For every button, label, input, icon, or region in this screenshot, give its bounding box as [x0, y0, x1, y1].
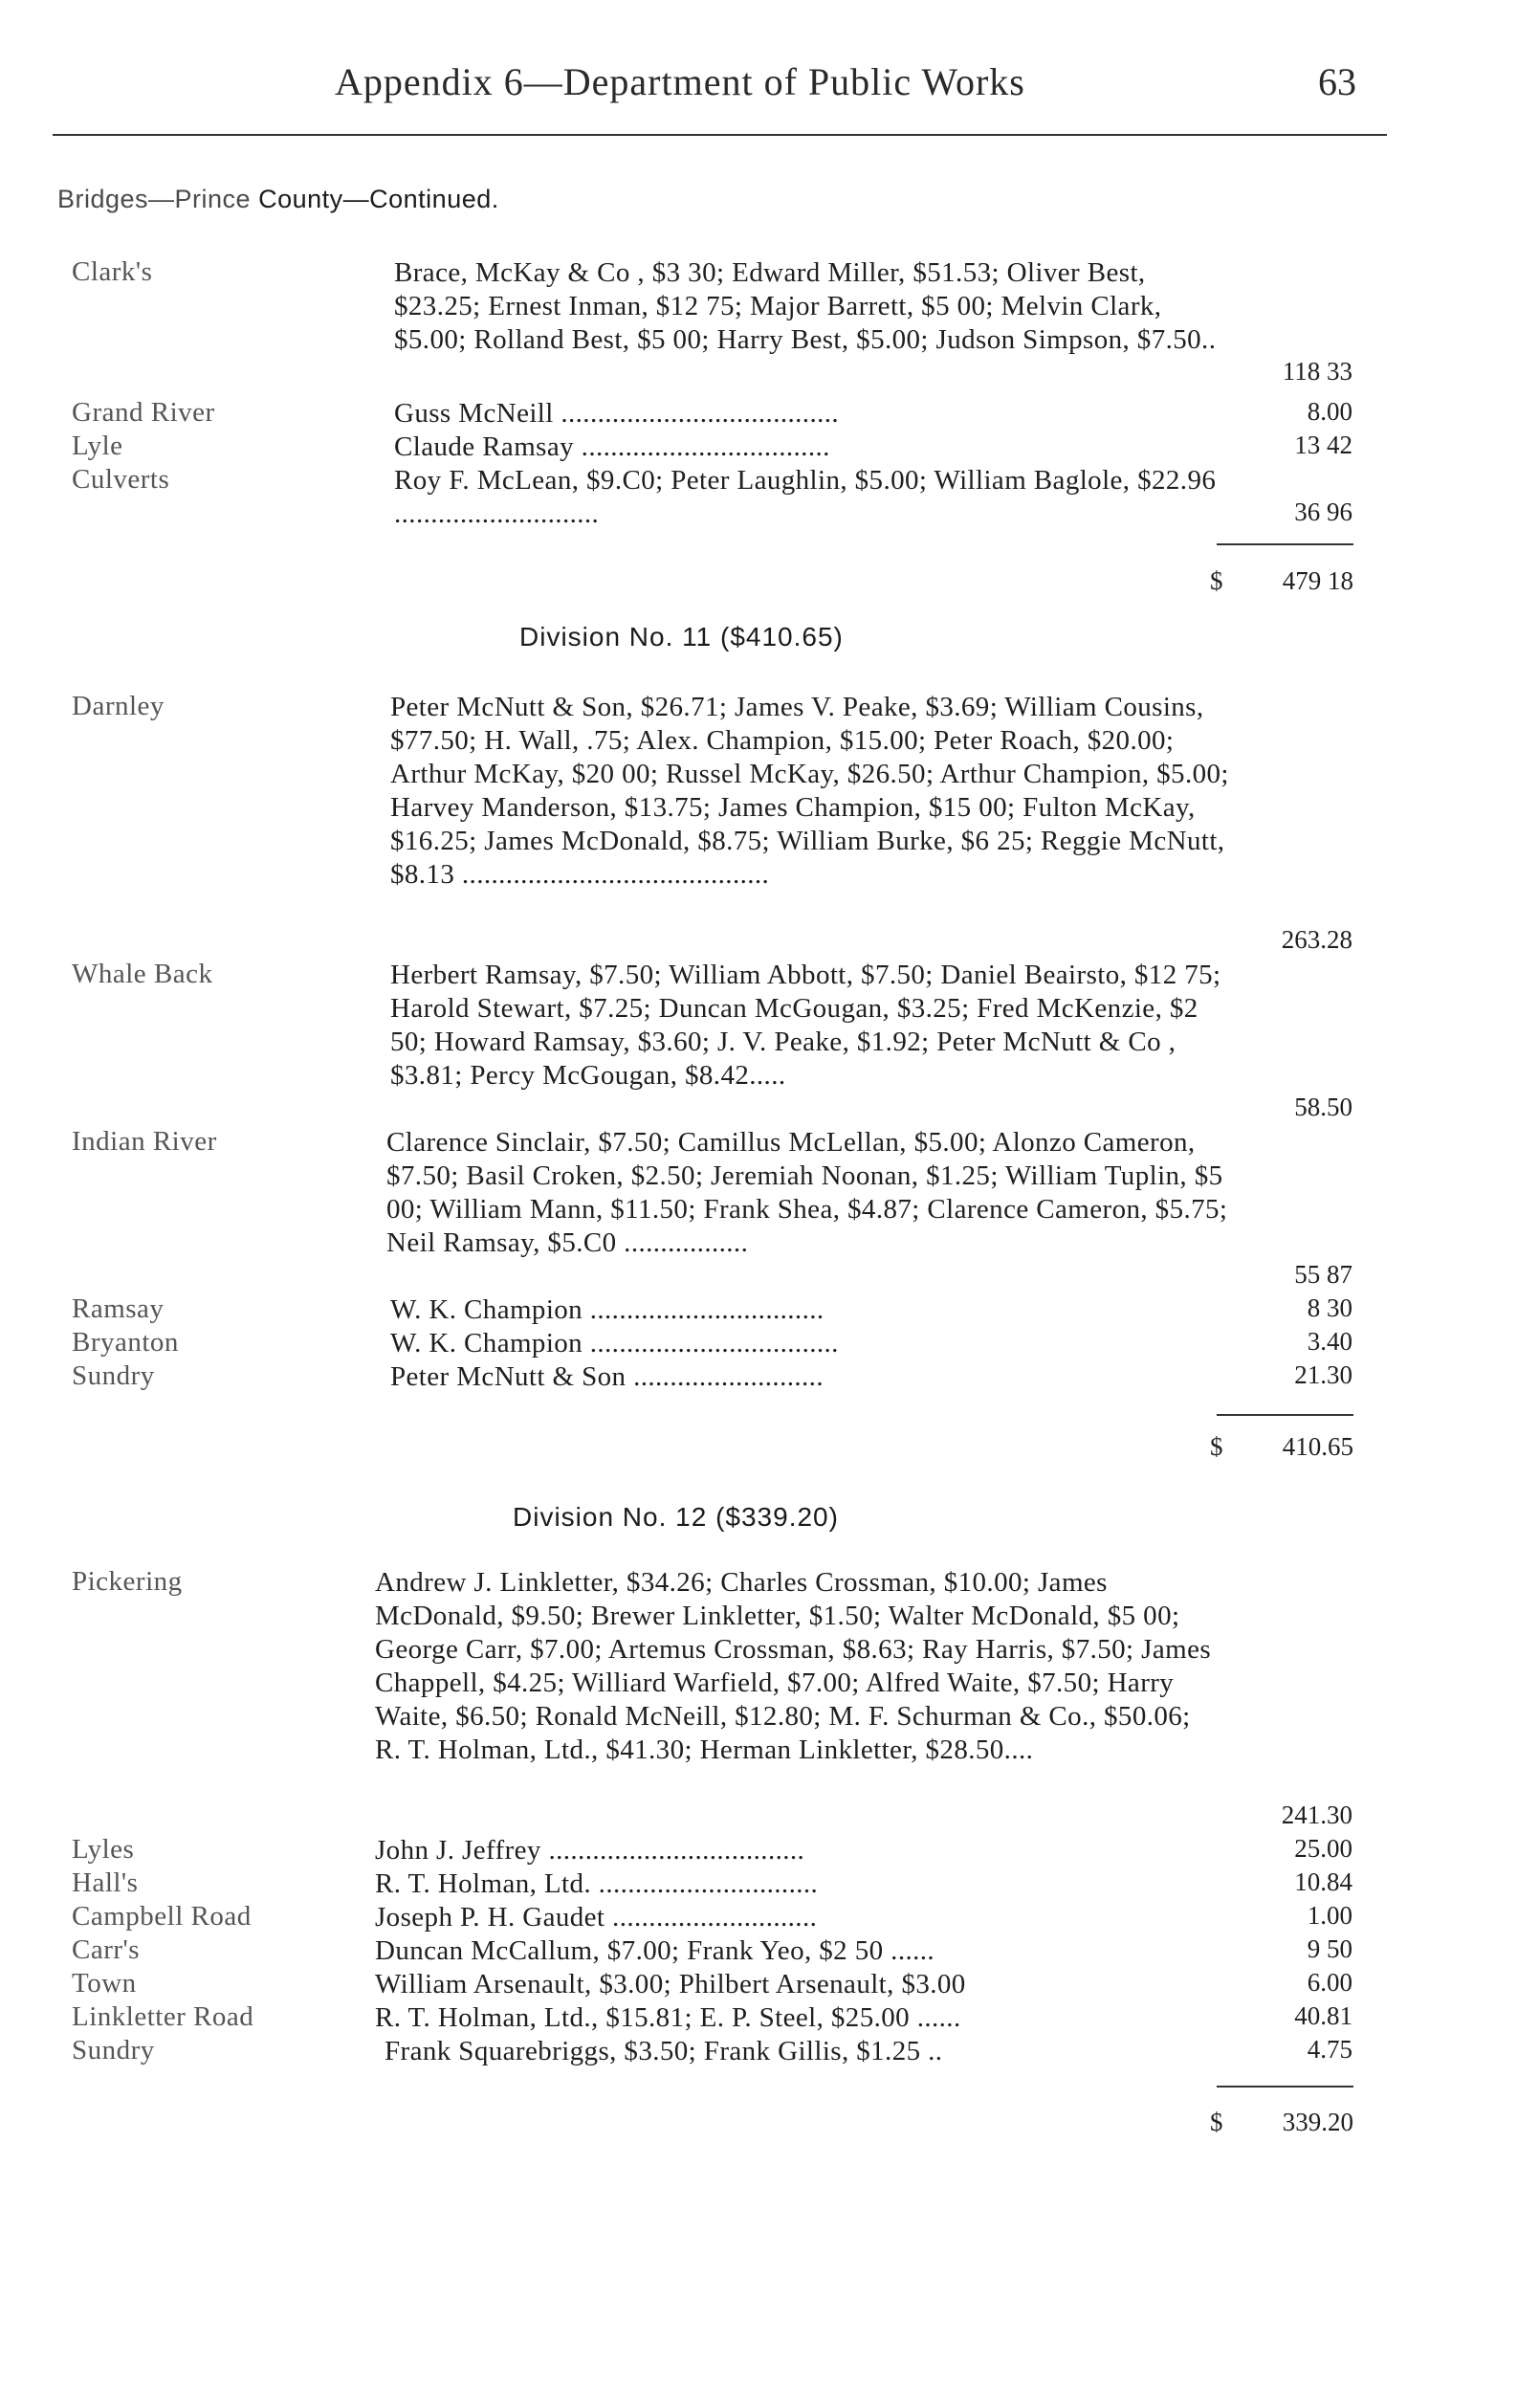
entry-text: William Arsenault, $3.00; Philbert Arsenault, $3.00: [375, 1969, 966, 1999]
entry-amount: 58.50: [1294, 1093, 1352, 1121]
entry-place: Carr's: [72, 1934, 141, 1965]
entry-place: Whale Back: [72, 959, 213, 989]
entry-amount: 13 42: [1294, 431, 1352, 459]
entry-place: Bryanton: [72, 1327, 179, 1358]
running-head: [0, 59, 1517, 117]
entry-amount: 118 33: [1282, 357, 1352, 386]
entry-place: Grand River: [72, 397, 215, 428]
entry-text: Claude Ramsay ..................................: [394, 431, 830, 462]
page-number: 63: [1318, 60, 1356, 103]
entry-text: W. K. Champion ................................: [390, 1294, 824, 1325]
entry-text: Duncan McCallum, $7.00; Frank Yeo, $2 50 ......: [375, 1935, 935, 1966]
entry-place: Indian River: [72, 1126, 217, 1157]
entry-text: Guss McNeill ......................................: [394, 398, 840, 429]
entry-amount: 25.00: [1294, 1834, 1352, 1863]
entry-amount: 6.00: [1307, 1968, 1352, 1997]
entry-amount: 4.75: [1307, 2035, 1352, 2064]
entry-amount: 10.84: [1294, 1867, 1352, 1896]
total-amount: 479 18: [1282, 566, 1353, 595]
entry-place: Pickering: [72, 1566, 183, 1597]
subtotal-rule: [1217, 543, 1353, 545]
entry-text: Roy F. McLean, $9.C0; Peter Laughlin, $5.00; William Baglole, $22.96 ............................: [394, 465, 1217, 529]
entry-amount: 8 30: [1307, 1293, 1352, 1322]
entry-text: Peter McNutt & Son ..........................: [390, 1361, 824, 1392]
entry-text: Clarence Sinclair, $7.50; Camillus McLellan, $5.00; Alonzo Cameron, $7.50; Basil Croken, $2.50; Jeremiah Noonan, $1.25; William Tuplin, $5 00; William Mann, $11.50; Frank Shea, $4.87; Clarence Cameron, $5.75; Neil Ramsay, $5.C0 .................: [386, 1127, 1228, 1258]
entry-place: Culverts: [72, 464, 170, 495]
entry-text: W. K. Champion ..................................: [390, 1328, 839, 1359]
continued-lead: Bridges—Prince: [57, 185, 252, 213]
total-currency: $: [1210, 566, 1223, 595]
entry-place: Ramsay: [72, 1293, 165, 1324]
entry-text: Frank Squarebriggs, $3.50; Frank Gillis, $1.25 ..: [385, 2036, 943, 2066]
entry-amount: 9 50: [1307, 1934, 1352, 1963]
total-amount: 410.65: [1282, 1432, 1353, 1461]
entry-place: Linkletter Road: [72, 2001, 254, 2032]
subtotal-rule: [1217, 1414, 1353, 1416]
entry-amount: 8.00: [1307, 397, 1352, 426]
entry-text: R. T. Holman, Ltd., $15.81; E. P. Steel, $25.00 ......: [375, 2002, 961, 2033]
entry-place: Campbell Road: [72, 1901, 252, 1932]
entry-text: Brace, McKay & Co , $3 30; Edward Miller, $51.53; Oliver Best, $23.25; Ernest Inman, $12 75; Major Barrett, $5 00; Melvin Clark, $5.00; Rolland Best, $5 00; Harry Best, $5.00; Judson Simpson, $7.50..: [394, 257, 1217, 355]
entry-text: Andrew J. Linkletter, $34.26; Charles Crossman, $10.00; James McDonald, $9.50; Brewer Linkletter, $1.50; Walter McDonald, $5 00; George Carr, $7.00; Artemus Crossman, $8.63; Ray Harris, $7.50; James Chappell, $4.25; Williard Warfield, $7.00; Alfred Waite, $7.50; Harry Waite, $6.50; Ronald McNeill, $12.80; M. F. Schurman & Co., $50.06; R. T. Holman, Ltd., $41.30; Herman Linkletter, $28.50....: [375, 1567, 1212, 1765]
entry-text: Joseph P. H. Gaudet ............................: [375, 1902, 818, 1933]
section-continued-heading: [57, 185, 499, 214]
division-12-heading: Division No. 12 ($339.20): [513, 1502, 839, 1532]
entry-amount: 55 87: [1294, 1260, 1352, 1289]
entry-text: John J. Jeffrey ...................................: [375, 1835, 805, 1866]
entry-amount: 1.00: [1307, 1901, 1352, 1930]
entry-place: Darnley: [72, 691, 165, 721]
entry-place: Sundry: [72, 2035, 155, 2066]
continued-rest: County—Continued.: [258, 185, 499, 213]
entry-amount: 36 96: [1294, 497, 1352, 526]
division-11-heading: Division No. 11 ($410.65): [519, 622, 844, 652]
header-rule: [53, 134, 1387, 136]
entry-text: Herbert Ramsay, $7.50; William Abbott, $7.50; Daniel Beairsto, $12 75; Harold Stewart, $7.25; Duncan McGougan, $3.25; Fred McKenzie, $2 50; Howard Ramsay, $3.60; J. V. Peake, $1.92; Peter McNutt & Co , $3.81; Percy McGougan, $8.42.....: [390, 960, 1221, 1091]
entry-text: Peter McNutt & Son, $26.71; James V. Peake, $3.69; William Cousins, $77.50; H. Wall, .75; Alex. Champion, $15.00; Peter Roach, $20.00; Arthur McKay, $20 00; Russel McKay, $26.50; Arthur Champion, $5.00; Harvey Manderson, $13.75; James Champion, $15 00; Fulton McKay, $16.25; James McDonald, $8.75; William Burke, $6 25; Reggie McNutt, $8.13 ..........................................: [390, 692, 1229, 890]
entry-place: Sundry: [72, 1360, 155, 1391]
entry-place: Lyles: [72, 1834, 135, 1865]
entry-amount: 21.30: [1294, 1360, 1352, 1389]
entry-place: Town: [72, 1968, 137, 1999]
page-header-title: Appendix 6—Department of Public Works: [335, 60, 1025, 103]
entry-amount: 241.30: [1281, 1800, 1352, 1829]
total-currency: $: [1210, 2108, 1223, 2136]
entry-place: Clark's: [72, 256, 153, 287]
entry-amount: 263.28: [1281, 925, 1352, 954]
entry-place: Hall's: [72, 1867, 139, 1898]
entry-amount: 40.81: [1294, 2001, 1352, 2030]
subtotal-rule: [1217, 2086, 1353, 2088]
total-amount: 339.20: [1282, 2108, 1353, 2136]
entry-text: R. T. Holman, Ltd. ..............................: [375, 1868, 819, 1899]
entry-place: Lyle: [72, 431, 123, 461]
entry-amount: 3.40: [1307, 1327, 1352, 1356]
total-currency: $: [1210, 1432, 1223, 1461]
